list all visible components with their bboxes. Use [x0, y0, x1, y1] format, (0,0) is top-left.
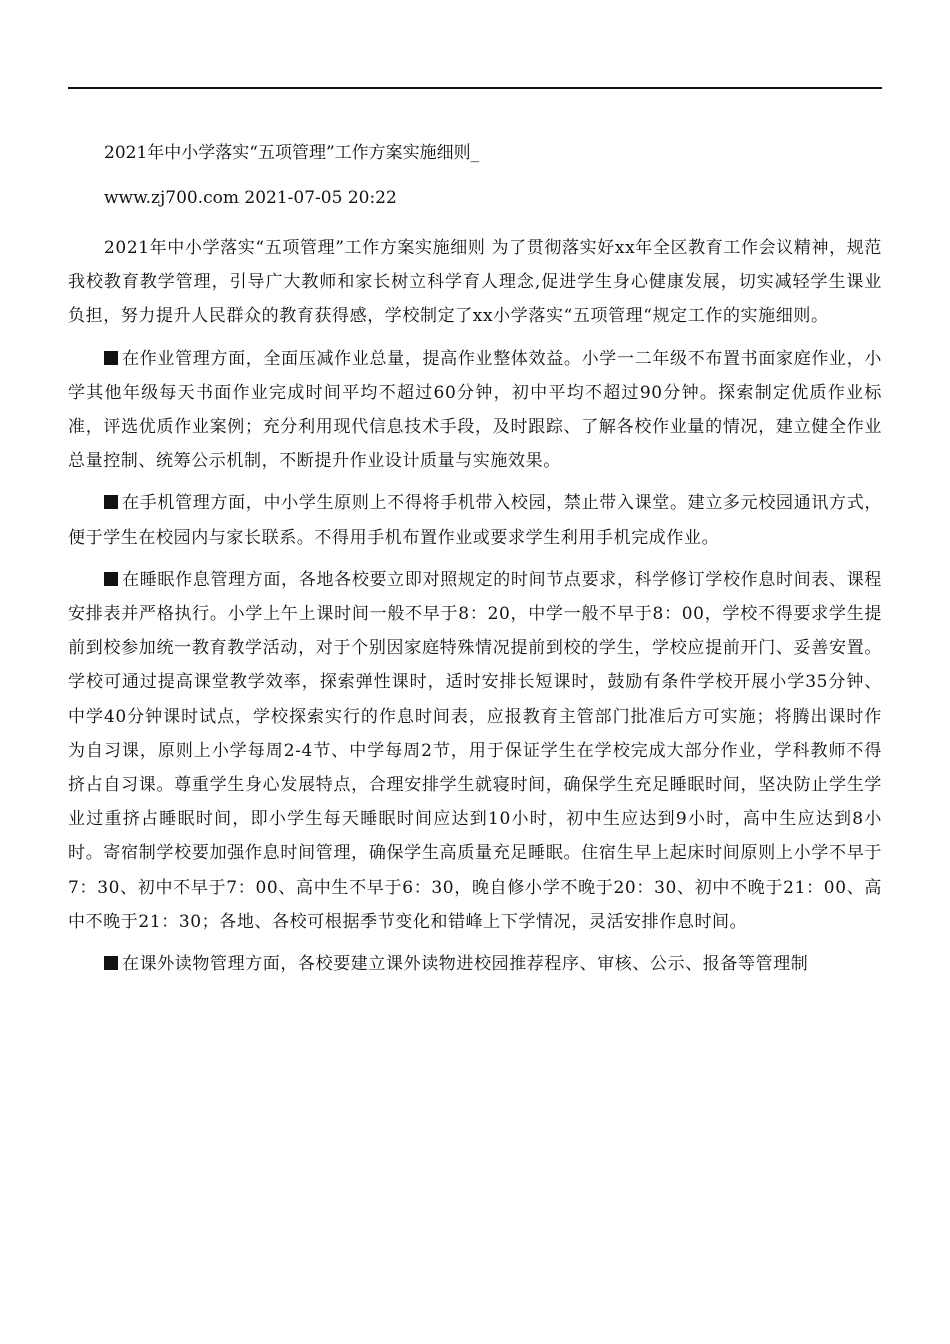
section-text: 在课外读物管理方面，各校要建立课外读物进校园推荐程序、审核、公示、报备等管理制: [122, 954, 809, 975]
square-bullet-icon: [104, 956, 118, 970]
square-bullet-icon: [104, 495, 118, 509]
section-homework: [68, 342, 882, 479]
document-body: [68, 138, 882, 989]
section-reading: [68, 947, 882, 981]
section-sleep: [68, 563, 882, 939]
source-line: www.zj700.com 2021-07-05 20:22: [104, 188, 397, 208]
section-text: 在手机管理方面，中小学生原则上不得将手机带入校园，禁止带入课堂。建立多元校园通讯方式，便于学生在校园内与家长联系。不得用手机布置作业或要求学生利用手机完成作业。: [68, 493, 882, 548]
document-title: 2021年中小学落实“五项管理”工作方案实施细则_: [104, 143, 480, 163]
header-rule: [68, 87, 882, 89]
square-bullet-icon: [104, 351, 118, 365]
intro-paragraph: 2021年中小学落实“五项管理”工作方案实施细则 为了贯彻落实好xx年全区教育工作会议精神，规范我校教育教学管理，引导广大教师和家长树立科学育人理念,促进学生身心健康发展，切实减轻学生课业负担，努力提升人民群众的教育获得感，学校制定了xx小学落实“五项管理“规定工作的实施细则。: [68, 238, 882, 327]
section-text: 在睡眠作息管理方面，各地各校要立即对照规定的时间节点要求，科学修订学校作息时间表、课程安排表并严格执行。小学上午上课时间一般不早于8：20，中学一般不早于8：00，学校不得要求学生提前到校参加统一教育教学活动，对于个别因家庭特殊情况提前到校的学生，学校应提前开门、妥善安置。学校可通过提高课堂教学效率，探索弹性课时，适时安排长短课时，鼓励有条件学校开展小学35分钟、中学40分钟课时试点，学校探索实行的作息时间表，应报教育主管部门批准后方可实施；将腾出课时作为自习课，原则上小学每周2-4节、中学每周2节，用于保证学生在学校完成大部分作业，学科教师不得挤占自习课。尊重学生身心发展特点，合理安排学生就寝时间，确保学生充足睡眠时间，坚决防止学生学业过重挤占睡眠时间，即小学生每天睡眠时间应达到10小时，初中生应达到9小时，高中生应达到8小时。寄宿制学校要加强作息时间管理，确保学生高质量充足睡眠。住宿生早上起床时间原则上小学不早于7：30、初中不早于7：00、高中生不早于6：30，晚自修小学不晚于20：30、初中不晚于21：00、高中不晚于21：30；各地、各校可根据季节变化和错峰上下学情况，灵活安排作息时间。: [68, 569, 882, 932]
section-phone: [68, 486, 882, 554]
square-bullet-icon: [104, 572, 118, 586]
section-text: 在作业管理方面，全面压减作业总量，提高作业整体效益。小学一二年级不布置书面家庭作业，小学其他年级每天书面作业完成时间平均不超过60分钟，初中平均不超过90分钟。探索制定优质作业标准，评选优质作业案例；充分利用现代信息技术手段，及时跟踪、了解各校作业量的情况，建立健全作业总量控制、统筹公示机制，不断提升作业设计质量与实施效果。: [68, 348, 882, 472]
